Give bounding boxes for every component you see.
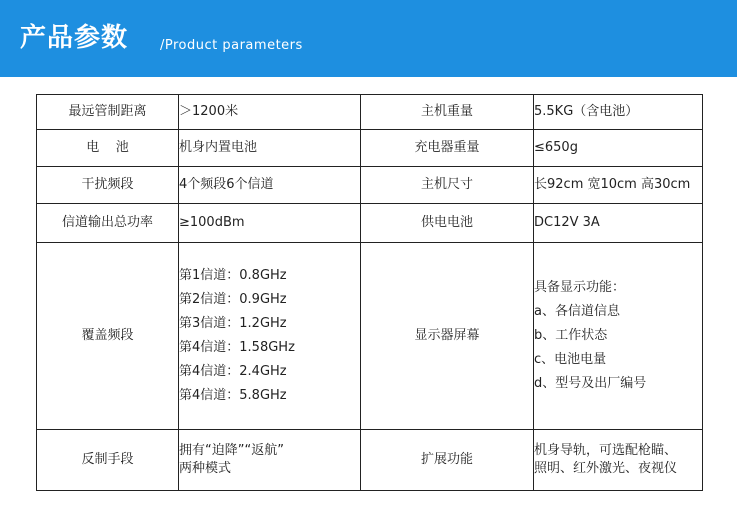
- table-cell-label: 显示器屏幕: [361, 243, 534, 430]
- table-row: [37, 130, 703, 167]
- table-cell-value: 4个频段6个信道: [179, 167, 361, 204]
- table-cell-label: 主机尺寸: [361, 167, 534, 204]
- table-row: [37, 204, 703, 243]
- feature-list-cell: [534, 243, 703, 430]
- table-cell-label: 反制手段: [37, 430, 179, 491]
- feature-list: [534, 276, 702, 396]
- table-cell-value: ≥100dBm: [179, 204, 361, 243]
- value-line: 照明、红外激光、夜视仪: [534, 461, 678, 476]
- table-cell-label: 供电电池: [361, 204, 534, 243]
- list-item: a、各信道信息: [534, 304, 620, 319]
- list-item: 第4信道：5.8GHz: [179, 388, 287, 403]
- table-row: [37, 430, 703, 491]
- parameters-table: [36, 94, 703, 491]
- table-cell-value: ≤650g: [534, 130, 703, 167]
- page-title: 产品参数: [20, 23, 129, 53]
- table-row: [37, 243, 703, 430]
- list-item: 第4信道：2.4GHz: [179, 364, 287, 379]
- table-cell-value: DC12V 3A: [534, 204, 703, 243]
- list-item: 第2信道：0.9GHz: [179, 292, 287, 307]
- table-row: [37, 95, 703, 130]
- value-line: 两种模式: [179, 461, 232, 476]
- table-cell-value: 机身内置电池: [179, 130, 361, 167]
- list-item: d、型号及出厂编号: [534, 376, 647, 391]
- header-banner: [0, 0, 737, 77]
- list-item: 第3信道：1.2GHz: [179, 316, 287, 331]
- table-cell-value: 长92cm 宽10cm 高30cm: [534, 167, 703, 204]
- list-item: c、电池电量: [534, 352, 607, 367]
- page-subtitle: /Product parameters: [160, 38, 303, 53]
- table-cell-label: 信道输出总功率: [37, 204, 179, 243]
- channel-list: [179, 264, 360, 408]
- table-cell-value: [179, 430, 361, 491]
- list-item: 第1信道：0.8GHz: [179, 268, 287, 283]
- table-row: [37, 167, 703, 204]
- list-item: b、工作状态: [534, 328, 608, 343]
- value-line: 机身导轨，可选配枪瞄、: [534, 443, 678, 458]
- value-line: 拥有“迫降”“返航”: [179, 443, 284, 458]
- table-cell-label: 主机重量: [361, 95, 534, 130]
- table-cell-label: 干扰频段: [37, 167, 179, 204]
- table-cell-label: 扩展功能: [361, 430, 534, 491]
- table-cell-value: [534, 430, 703, 491]
- table-cell-label: 覆盖频段: [37, 243, 179, 430]
- table-cell-label: 电 池: [37, 130, 179, 167]
- table-cell-label: 最远管制距离: [37, 95, 179, 130]
- table-cell-value: 5.5KG（含电池）: [534, 95, 703, 130]
- list-item: 第4信道：1.58GHz: [179, 340, 295, 355]
- table-cell-label: 充电器重量: [361, 130, 534, 167]
- feature-list-title: 具备显示功能：: [534, 280, 626, 295]
- channel-list-cell: [179, 243, 361, 430]
- table-cell-value: ＞1200米: [179, 95, 361, 130]
